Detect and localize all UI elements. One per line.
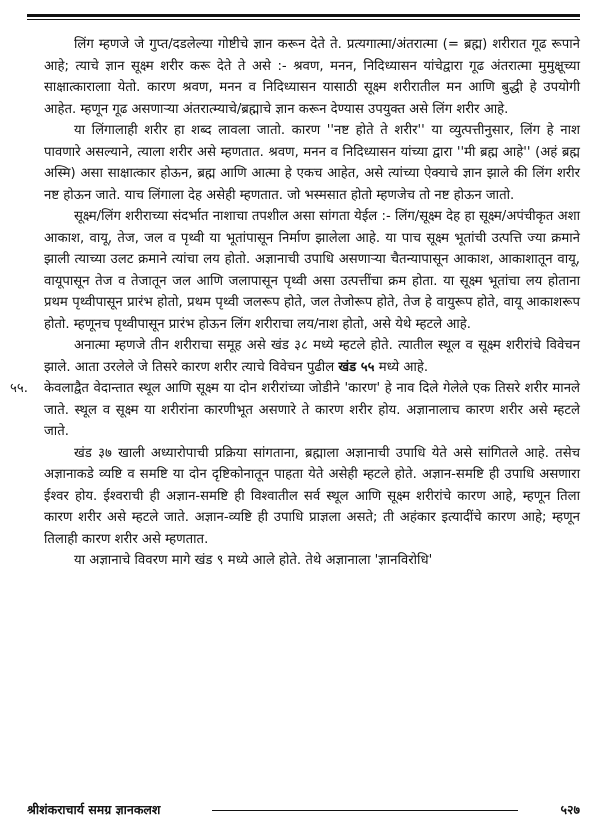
paragraph-karana-sharira: खंड ३७ खाली अध्यारोपाची प्रक्रिया सांगताना, ब्रह्माला अज्ञानाची उपाधि येते असे सांगितले आहे. तसेच अज्ञानाकडे व्यष्टि व समष्टि या दोन दृष्टिकोनातून पाहता येते असेही म्हटले होते. अज्ञान-समष्टि ही उपाधि असणारा ईश्वर होय. ईश्वराची ही अज्ञान-समष्टि ही विश्वातील सर्व स्थूल आणि सूक्ष्म शरीरांचे कारण आहे, म्हणून तिला कारण शरीर असे म्हटले जाते. अज्ञान-व्यष्टि ही उपाधि प्राज्ञला असते; ती अहंकार इत्यादींचे कारण आहे; म्हणून तिलाही कारण शरीर असे म्हणतात. xyxy=(44,445,580,547)
paragraph-linga-as-sharira: या लिंगालाही शरीर हा शब्द लावला जातो. कारण ''नष्ट होते ते शरीर'' या व्युत्पत्तीनुसार, लिंग हे नाश पावणारे असल्याने, त्याला शरीर असे म्हणतात. श्रवण, मनन व निदिध्यासन यांच्या द्वारा ''मी ब्रह्म आहे'' (अहं ब्रह्म अस्मि) असा साक्षात्कार होऊन, ब्रह्म आणि आत्मा हे एकच आहेत, असे त्यांच्या ऐक्याचे ज्ञान झाले की लिंग शरीर नष्ट होऊन जाते. याच लिंगाला देह असेही म्हणतात. जो भस्मसात होतो म्हणजेच तो नष्ट होऊन जातो. xyxy=(44,123,580,203)
page-footer xyxy=(27,801,580,821)
paragraph-linga-meaning: लिंग म्हणजे जे गुप्त/दडलेल्या गोष्टीचे ज्ञान करून देते ते. प्रत्यगात्मा/अंतरात्मा (= ब्रह्म) शरीरात गूढ रूपाने आहे; त्याचे ज्ञान सूक्ष्म शरीर करू देते ते असे :- श्रवण, मनन, निदिध्यासन यांचेद्वारा गूढ अंतरात्मा मुमुक्षूच्या साक्षात्कारालाा येतो. कारण श्रवण, मनन व निदिध्यासन यासाठी सूक्ष्म शरीरातील मन आणि बुद्धी हे उपयोगी आहेत. म्हणून गूढ असणाऱ्या अंतरात्म्याचे/ब्रह्माचे ज्ञान करून देण्यास उपयुक्त असे लिंग शरीर आहे. xyxy=(44,37,580,117)
page-body xyxy=(10,34,580,572)
book-title: श्रीशंकराचार्य समग्र ज्ञानकलश xyxy=(27,802,161,817)
top-rule-thick xyxy=(27,14,580,17)
footer-rule xyxy=(212,810,518,811)
section-ref-label: खंड ५५ xyxy=(338,359,375,375)
paragraph-ajnana-vivarana: या अज्ञानाचे विवरण मागे खंड ९ मध्ये आले होते. तेथे अज्ञानाला 'ज्ञानविरोधि' xyxy=(74,553,433,568)
section-ref-suffix: मध्ये आहे. xyxy=(378,359,429,375)
paragraph-anatma-summary xyxy=(44,335,580,378)
section-55 xyxy=(10,378,580,443)
top-rule-thin xyxy=(27,19,580,20)
section-55-text: केवलाद्वैत वेदान्तात स्थूल आणि सूक्ष्म या दोन शरीरांच्या जोडीने 'कारण' हे नाव दिले गेलेले एक तिसरे शरीर मानले जाते. स्थूल व सूक्ष्म या शरीरांना कारणीभूत असणारे ते कारण शरीर होय. अज्ञानालाच कारण शरीर असे म्हटले जाते. xyxy=(44,381,580,439)
page-number: ५२७ xyxy=(560,802,580,817)
paragraph-anatma-text: अनात्मा म्हणजे तीन शरीराचा समूह असे खंड ३८ मध्ये म्हटले होते. त्यातील स्थूल व सूक्ष्म शरीरांचे विवेचन झाले. आता उरलेले जे तिसरे कारण शरीर त्याचे विवेचन पुढील xyxy=(44,338,580,375)
paragraph-dissolution-order: सूक्ष्म/लिंग शरीराच्या संदर्भात नाशाचा तपशील असा सांगता येईल :- लिंग/सूक्ष्म देह हा सूक्ष्म/अपंचीकृत अशा आकाश, वायू, तेज, जल व पृथ्वी या भूतांपासून निर्माण झालेला आहे. या पाच सूक्ष्म भूतांची उत्पत्ति ज्या क्रमाने झाली त्याच्या उलट क्रमाने त्यांचा लय होतो. अज्ञानाची उपाधि असणाऱ्या चैतन्यापासून आकाश, आकाशातून वायू, वायूपासून तेज व तेजातून जल आणि जलापासून पृथ्वी असा उत्पत्तींचा क्रम होता. या सूक्ष्म भूतांचा लय होताना प्रथम पृथ्वीपासून प्रारंभ होतो, प्रथम पृथ्वी जलरूप होते, जल तेजोरूप होते, तेज हे वायुरूप होते, वायू आकाशरूप होतो. म्हणूनच पृथ्वीपासून प्रारंभ होऊन लिंग शरीराचा लय/नाश होतो, असे येथे म्हटले आहे. xyxy=(44,209,580,332)
section-number: ५५. xyxy=(10,381,28,396)
